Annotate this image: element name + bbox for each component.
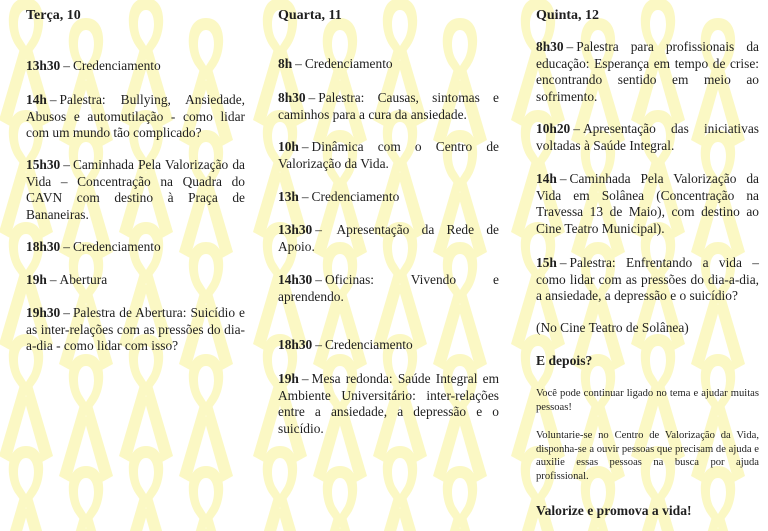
after-text-volunteer: Voluntarie-se no Centro de Valorização da Vida, disponha-se a ouvir pessoas que precisam de ajuda e auxilie essas pessoas na busca por ajuda profissional.: [536, 430, 759, 482]
entry-time: 10h: [278, 139, 299, 154]
entry-text: Mesa redonda: Saúde Integral em Ambiente Universitário: inter-relações entre a ansiedade, a depressão e o suicídio.: [278, 371, 499, 436]
ribbon-shape: [253, 110, 307, 238]
entry-text: Credenciamento: [324, 337, 413, 352]
entry-text: Caminhada Pela Valorização da Vida – Concentração na Quadra do CAVN com destino à Praça de Bananeiras.: [26, 157, 245, 222]
schedule-entry: [536, 121, 759, 154]
entry-time: 13h30: [278, 222, 313, 237]
entry-time: 8h30: [278, 90, 306, 105]
day-heading-tuesday: Terça, 10: [26, 8, 81, 23]
entry-time: 14h30: [278, 272, 313, 287]
ribbon-shape: [179, 354, 233, 482]
closing-message: Valorize e promova a vida!: [536, 503, 692, 518]
entry-text: Dinâmica com o Centro de Valorização da Vida.: [278, 139, 499, 171]
ribbon-shape: [59, 354, 113, 482]
entry-text: Credenciamento: [72, 239, 161, 254]
ribbon-shape: [313, 18, 367, 146]
entry-text: Palestra: Enfrentando a vida – como lidar com as pressões do dia-a-dia, a ansiedade, a depressão e o suicídio?: [536, 255, 759, 304]
schedule-entry: [536, 171, 759, 237]
day-heading-thursday: Quinta, 12: [536, 8, 600, 23]
entry-time: 19h: [278, 371, 299, 386]
entry-dash: –: [573, 121, 580, 136]
entry-time: 14h: [536, 171, 557, 186]
entry-text: Credenciamento: [72, 58, 161, 73]
after-text-continue: Você pode continuar ligado no tema e ajudar muitas pessoas!: [536, 388, 759, 413]
schedule-entry: [26, 58, 245, 75]
column-wednesday: [278, 6, 499, 436]
after-heading: E depois?: [536, 353, 593, 368]
entry-dash: –: [315, 222, 322, 237]
schedule-entry: [26, 272, 245, 289]
entry-time: 13h: [278, 189, 299, 204]
schedule-entry: [536, 255, 759, 305]
entry-time: 10h20: [536, 121, 571, 136]
entry-time: 8h: [278, 56, 293, 71]
entry-time: 15h: [536, 255, 557, 270]
entry-time: 13h30: [26, 58, 61, 73]
entry-text: Credenciamento: [304, 56, 393, 71]
entry-dash: –: [301, 371, 309, 386]
schedule-entry: [278, 337, 499, 354]
entry-dash: –: [49, 272, 57, 287]
schedule-entry: [278, 222, 499, 255]
column-thursday: [536, 6, 759, 518]
entry-time: 8h30: [536, 39, 564, 54]
entry-time: 18h30: [278, 337, 313, 352]
entry-dash: –: [315, 272, 322, 287]
ribbon-shape: [433, 18, 487, 146]
schedule-entry: [278, 139, 499, 172]
entry-dash: –: [63, 58, 70, 73]
schedule-entry: [278, 371, 499, 437]
entry-time: 15h30: [26, 157, 61, 172]
column-tuesday: [26, 6, 245, 354]
entry-time: 19h30: [26, 305, 61, 320]
entry-dash: –: [559, 255, 567, 270]
entry-time: 19h: [26, 272, 47, 287]
entry-text: Oficinas: Vivendo e aprendendo.: [278, 272, 499, 304]
entry-text: Palestra: Bullying, Ansiedade, Abusos e automutilação - como lidar com um mundo tão complicado?: [26, 92, 245, 141]
entry-dash: –: [63, 239, 70, 254]
entry-text: Palestra: Causas, sintomas e caminhos para a cura da ansiedade.: [278, 90, 499, 122]
entry-text: Credenciamento: [311, 189, 400, 204]
entry-time: 14h: [26, 92, 47, 107]
entry-dash: –: [566, 39, 574, 54]
entry-dash: –: [308, 90, 316, 105]
entry-dash: –: [301, 139, 309, 154]
entry-text: Palestra de Abertura: Suicídio e as inter-relações com as pressões do dia-a-dia - como lidar com isso?: [26, 305, 245, 354]
entry-text: Palestra para profissionais da educação: Esperança em tempo de crise: encontrando sentido em meio ao sofrimento.: [536, 39, 759, 104]
entry-dash: –: [295, 56, 302, 71]
entry-dash: –: [315, 337, 322, 352]
schedule-entry: [26, 239, 245, 256]
schedule-entry: [26, 157, 245, 223]
entry-text: Apresentação da Rede de Apoio.: [278, 222, 499, 254]
entry-dash: –: [301, 189, 309, 204]
day-heading-wednesday: Quarta, 11: [278, 8, 342, 23]
entry-dash: –: [559, 171, 567, 186]
entry-text: Apresentação das iniciativas voltadas à Saúde Integral.: [536, 121, 759, 153]
ribbon-shape: [373, 110, 427, 238]
schedule-entry: [26, 305, 245, 355]
schedule-entry: [278, 90, 499, 123]
entry-dash: –: [63, 157, 70, 172]
schedule-entry: [26, 92, 245, 142]
entry-time: 18h30: [26, 239, 61, 254]
schedule-entry: [278, 272, 499, 305]
location-note: (No Cine Teatro de Solânea): [536, 320, 689, 335]
entry-text: Abertura: [59, 272, 108, 287]
schedule-entry: [278, 56, 499, 73]
schedule-entry: [278, 189, 499, 206]
entry-text: Caminhada Pela Valorização da Vida em Solânea (Concentração na Travessa 13 de Maio), com destino ao Cine Teatro Municipal).: [536, 171, 759, 236]
schedule-entry: [536, 39, 759, 105]
entry-dash: –: [49, 92, 57, 107]
entry-dash: –: [63, 305, 70, 320]
